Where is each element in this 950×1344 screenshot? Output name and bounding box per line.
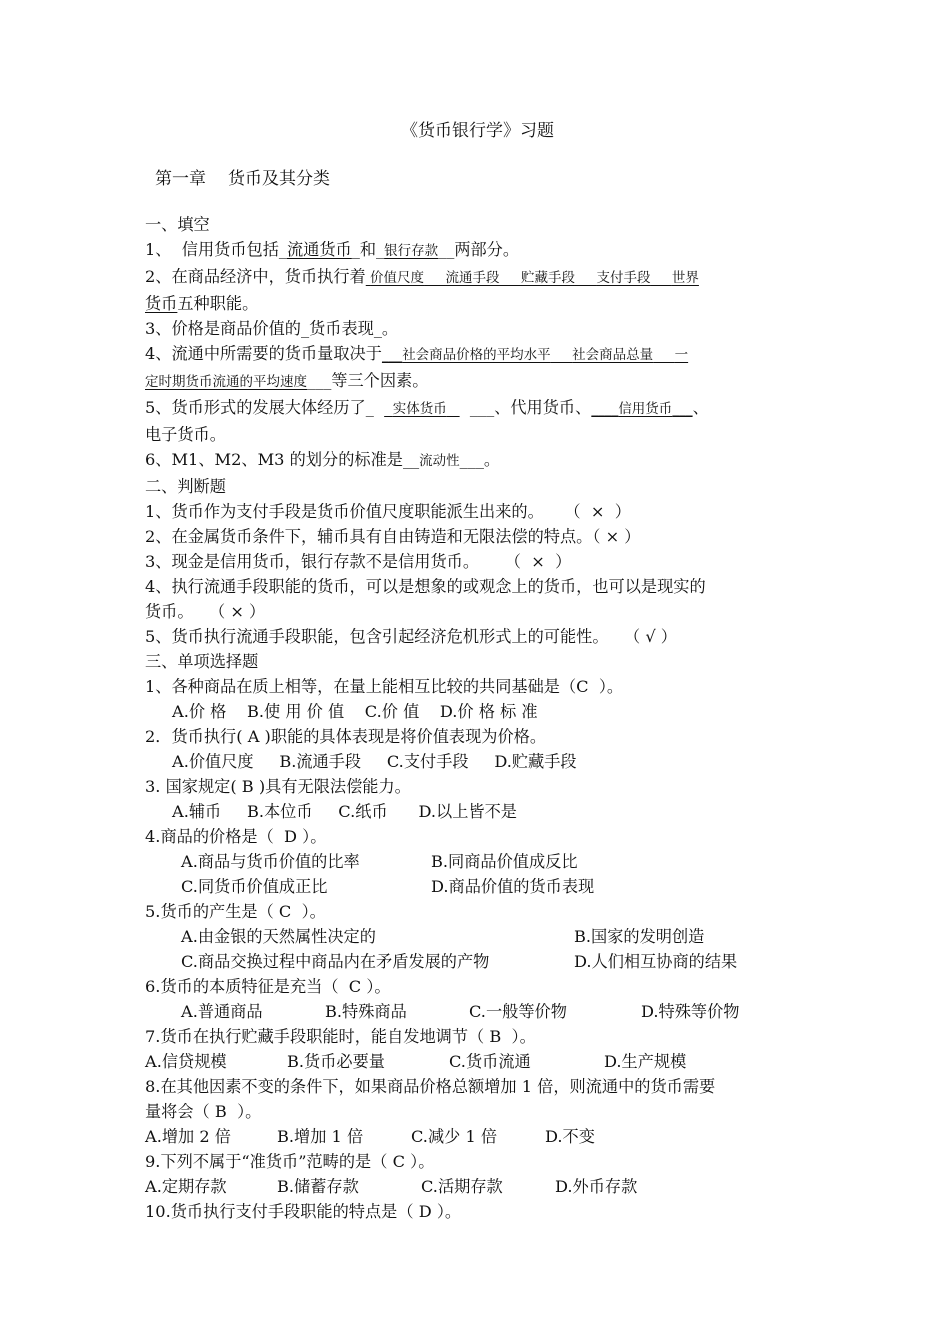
option: C.减少 1 倍 [411,1127,498,1146]
fill-question-5-cont: 电子货币。 [145,425,226,444]
judge-item: 3、现金是信用货币，银行存款不是信用货币。 （ × ） [145,552,572,571]
option: D.以上皆不是 [418,802,517,821]
option: D.特殊等价物 [641,1002,740,1021]
choice-options [145,749,810,774]
option: A.辅币 [172,802,222,821]
option: B.本位币 [246,802,313,821]
question-text: 5、货币形式的发展大体经历了_ [145,398,374,417]
option: D.商品价值的货币表现 [431,877,595,896]
answer [366,270,699,286]
judge-item: 1、货币作为支付手段是货币价值尺度职能派生出来的。 （ × ） [145,502,631,521]
question-text: 6、M1、M2、M3 的划分的标准是__ [145,450,420,469]
answer-part: 世界 [671,270,699,286]
choice-question-10: 10.货币执行支付手段职能的特点是（ D ）。 [145,1202,462,1221]
fill-question-1 [145,237,810,264]
option: D.贮藏手段 [494,752,577,771]
judge-item: 5、货币执行流通手段职能，包含引起经济危机形式上的可能性。 （ √ ） [145,627,677,646]
answer: ____信用货币___ [591,401,693,417]
chapter-heading [155,164,330,189]
option: B.使 用 价 值 [246,702,345,721]
choice-question-5: 5.货币的产生是（ C ）。 [145,902,326,921]
option: C.活期存款 [421,1177,503,1196]
option: C.一般等价物 [469,1002,567,1021]
fill-question-2 [145,264,810,291]
answer-part: 流通手段 [445,270,500,286]
exercise-body [145,212,810,1224]
question-text: ___。 [459,450,501,469]
option: A.价值尺度 [172,752,254,771]
document-title: 《货币银行学》习题 [401,121,554,141]
choice-question-8: 8.在其他因素不变的条件下，如果商品价格总额增加 1 倍，则流通中的货币需要 [145,1077,716,1096]
choice-options [145,999,810,1024]
option: B.国家的发明创造 [574,927,705,946]
answer-part: 社会商品价格的平均水平 [402,347,551,363]
fill-question-5: 5、货币形式的发展大体经历了_ 实体货币 ___、代用货币、____信用货币___、 [145,398,709,417]
option: B.增加 1 倍 [277,1127,364,1146]
fill-question-4-cont: 定时期货币流通的平均速度___等三个因素。 [145,371,429,390]
section-heading: 三、单项选择题 [145,652,259,671]
answer-part: 社会商品总量 [572,347,654,363]
choice-options [145,1174,810,1199]
choice-question-1: 1、各种商品在质上相等，在量上能相互比较的共同基础是（C ）。 [145,677,624,696]
fill-question-6 [145,447,810,474]
option: A.信贷规模 [145,1052,227,1071]
option: B.货币必要量 [287,1052,385,1071]
judge-item: 4、执行流通手段职能的货币，可以是想象的或观念上的货币，也可以是现实的 [145,577,706,596]
option: A.普通商品 [181,1002,263,1021]
answer-part: 定时期货币流通的平均速度 [145,374,307,390]
question-text: _和_ [351,240,385,259]
option: D.不变 [545,1127,595,1146]
section-heading: 一、填空 [145,215,210,234]
option: C.同货币价值成正比 [181,877,328,896]
question-text: 五种职能。 [177,294,259,313]
option: B.流通手段 [279,752,362,771]
answer: ___社会商品价格的平均水平 社会商品总量 一 [381,347,689,363]
option: D.价 格 标 准 [439,702,538,721]
answer-part: 支付手段 [596,270,651,286]
question-text: 、代用货币、 [494,398,592,417]
option: D.人们相互协商的结果 [574,952,738,971]
option: B.同商品价值成反比 [431,852,578,871]
choice-options [145,1124,810,1149]
choice-question-7: 7.货币在执行贮藏手段职能时，能自发地调节（ B ）。 [145,1027,536,1046]
choice-options [145,799,810,824]
fill-question-2-cont [145,291,810,316]
choice-options [145,949,810,974]
answer-part: 价值尺度 [370,270,425,286]
chapter-name: 货币及其分类 [228,169,330,189]
question-text: 1、 信用货币包括_ [145,240,287,259]
option: C.价 值 [364,702,420,721]
option: A.商品与货币价值的比率 [181,852,360,871]
judge-item: 2、在金属货币条件下，辅币具有自由铸造和无限法偿的特点。（ × ） [145,527,641,546]
choice-question-8-cont: 量将会（ B ）。 [145,1102,262,1121]
option: D.外币存款 [555,1177,638,1196]
judge-item: 货币。 （ × ） [145,602,266,621]
option: D.生产规模 [604,1052,687,1071]
question-text: 等三个因素。 [331,371,429,390]
option: B.储蓄存款 [277,1177,359,1196]
option: C.商品交换过程中商品内在矛盾发展的产物 [181,952,490,971]
option: A.定期存款 [145,1177,227,1196]
option: C.货币流通 [449,1052,531,1071]
choice-question-9: 9.下列不属于“准货币”范畴的是（ C ）。 [145,1152,435,1171]
answer: 流动性 [419,453,460,469]
answer-part: 实体货币 [392,401,447,417]
option: A.增加 2 倍 [145,1127,231,1146]
section-heading: 二、判断题 [145,477,226,496]
answer [384,401,459,417]
answer-part: 一 [674,347,689,363]
answer: 银行存款 [384,243,439,259]
choice-options [145,849,810,874]
choice-options [145,874,810,899]
answer-part: 信用货币 [618,401,673,417]
choice-question-4: 4.商品的价格是（ D ）。 [145,827,327,846]
option: A.由金银的天然属性决定的 [181,927,376,946]
fill-question-3: 3、价格是商品价值的_货币表现_。 [145,319,399,338]
fill-question-4 [145,341,810,368]
option: B.特殊商品 [325,1002,407,1021]
choice-options [145,699,810,724]
choice-question-6: 6.货币的本质特征是充当（ C ）。 [145,977,391,996]
option: C.纸币 [338,802,388,821]
question-text: 、 [692,398,709,417]
question-text: __两部分。 [438,240,520,259]
option: A.价 格 [172,702,227,721]
chapter-number: 第一章 [155,169,206,189]
choice-options [145,924,810,949]
choice-options [145,1049,810,1074]
choice-question-3: 3. 国家规定( B )具有无限法偿能力。 [145,777,411,796]
choice-question-2: 2．货币执行( A )职能的具体表现是将价值表现为价格。 [145,727,547,746]
answer: 流通货币 [287,240,352,259]
answer-part: 贮藏手段 [520,270,575,286]
answer-part: 货币 [145,294,178,313]
question-text: 2、在商品经济中，货币执行着 [145,267,366,286]
option: C.支付手段 [386,752,469,771]
question-text: 4、流通中所需要的货币量取决于 [145,344,382,363]
